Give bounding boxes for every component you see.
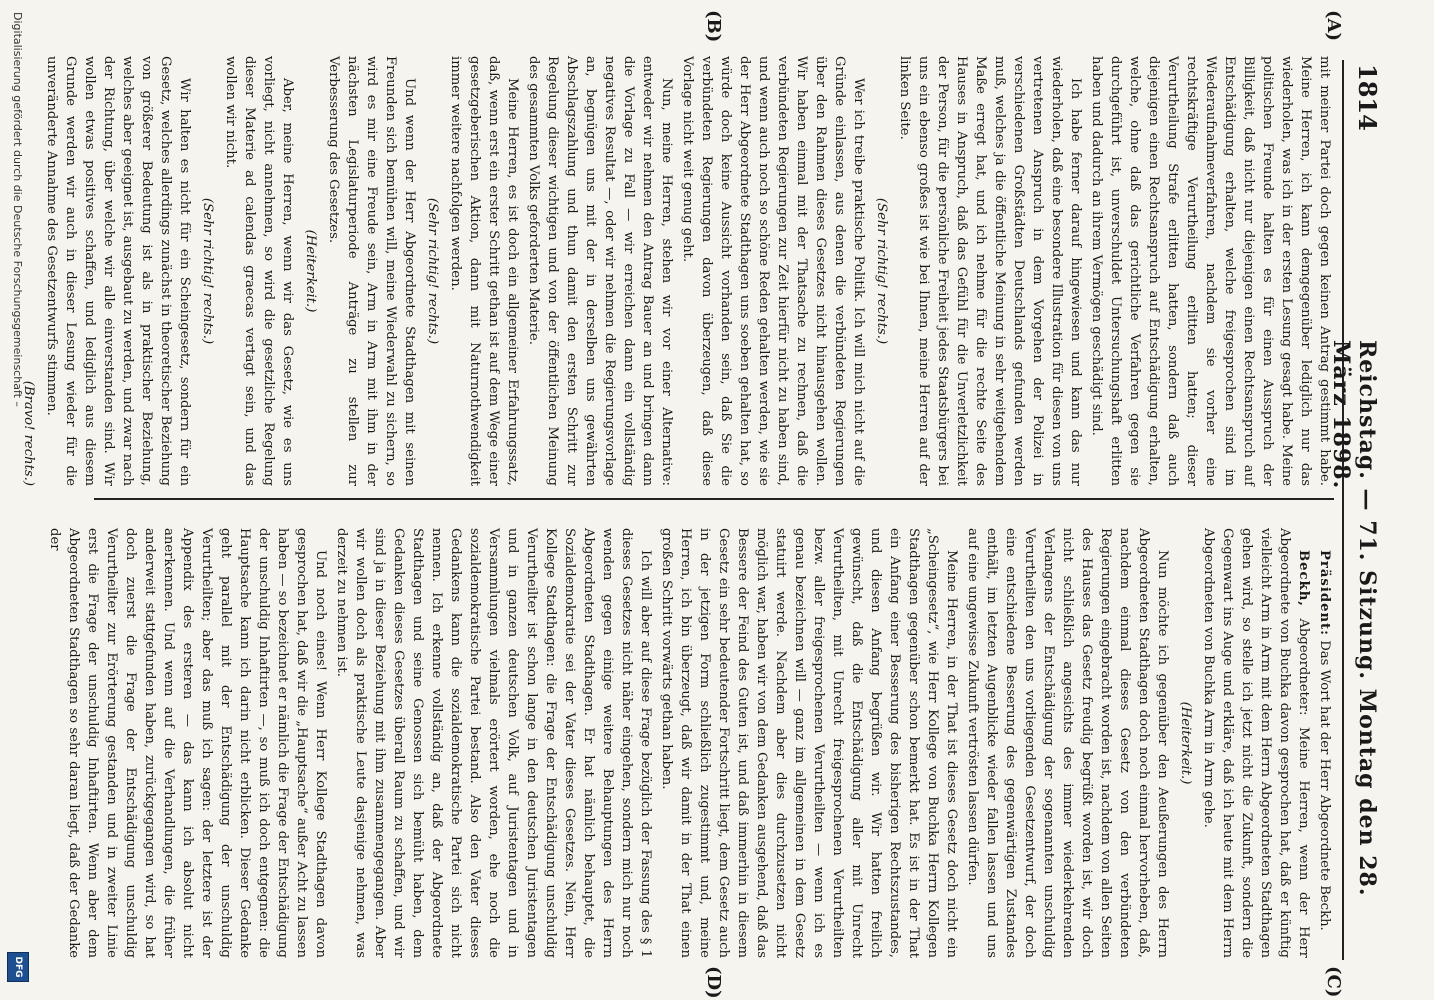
right-text-column — [47, 528, 1334, 958]
paragraph: Und wenn der Herr Abgeordnete Stadthagen mit seinen Freunden sich bemühen will, meine Wiederwahl zu sichern, so wird es mir eine Freude sein, Arm in Arm mit ihm in der nächsten Legislaturperiode Anträge zu stellen zur Verbesserung des Gesetzes. — [326, 56, 417, 486]
footer-credit: Digitalisierung gefördert durch die Deutsche Forschungsgemeinschaft – — [11, 12, 24, 407]
paragraph: mit meiner Partei doch gegen keinen Antrag gestimmt habe. Meine Herren, ich kann demgegenüber lediglich nur das wiederholen, was ich in der ersten Lesung gesagt habe. Meine politischen Freunde halten es für einen Ausspruch der Billigkeit, daß nicht nur diejenigen einen Rechtsanspruch auf Entschädigung erhalten, welche freigesprochen sind im Wiederaufnahmeverfahren, nachdem sie vorher eine rechtskräftige Verurtheilung erlitten hatten; dieser Verurtheilung Strafe erlitten hatten, sondern daß auch diejenigen einen Rechtsanspruch auf Entschädigung erhalten, welche, ohne daß das gerichtliche Verfahren gegen sie durchgeführt ist, unverschuldet Untersuchungshaft erlitten haben und dadurch an ihrem Vermögen geschädigt sind. — [1089, 56, 1332, 486]
margin-marker-c: (C) — [1323, 966, 1344, 998]
interjection: (Sehr richtig! rechts.) — [200, 197, 215, 345]
paragraph: Nun möchte ich gegenüber den Aeußerungen des Herrn Abgeordneten Stadthagen doch noch einmal hervorheben, daß, nachdem einmal dieses Gesetz von den verbündeten Regierungen eingebracht worden ist, nachdem von allen Seiten des Hauses das Gesetz freudig begrüßt worden ist, wir doch nicht schließlich angesichts des immer wiederkehrenden Verlangens der Entschädigung der sogenannten unschuldig Verurtheilten den uns vorliegenden Gesetzentwurf, der doch eine entschiedene Besserung des gegenwärtigen Zustandes enthält, im letzten Augenblicke wieder fallen lassen und uns auf eine ungewisse Zukunft vertrösten lassen dürfen. — [965, 528, 1170, 958]
paragraph: Aber, meine Herren, wenn wir das Gesetz, wie es uns vorliegt, nicht annehmen, so wird die gesetzliche Regelung dieser Materie ad calendas graecas vertagt sein, und das wollen wir nicht. — [223, 56, 295, 486]
speech-intro — [1199, 528, 1313, 958]
margin-marker-b: (B) — [703, 10, 724, 43]
interjection: (Bravo! rechts.) — [21, 380, 36, 486]
speaker-name: Beckh, — [1296, 550, 1311, 607]
paragraph: Meine Herren, es ist doch ein allgemeiner Erfahrungssatz, daß, wenn erst ein erster Schritt gethan ist auf dem Wege einer gesetzgeberischen Aktion, dann mit Naturnothwendigkeit immer weitere nachfolgen werden. — [448, 56, 520, 486]
paragraph: Wer ich treibe praktische Politik. Ich will mich nicht auf die Gründe einlassen, aus denen die verbündeten Regierungen über den Rahmen dieses Gesetzes nicht hinausgehen wollen. Wir haben einmal mit der Thatsache zu rechnen, daß die verbündeten Regierungen zur Zeit hierfür nicht zu haben sind, und wenn auch noch so schöne Reden gehalten werden, wie sie der Herr Abgeordnete Stadthagen uns soeben gehalten hat, so würde doch keine Aussicht vorhanden sein, daß Sie die verbündeten Regierungen davon überzeugen, daß diese Vorlage nicht weit genug geht. — [680, 56, 866, 486]
paragraph: Nun, meine Herren, stehen wir vor einer Alternative: entweder wir nehmen den Antrag Bauer an und bringen dann die Vorlage zu Fall — wir erreichen dann ein vollständig negatives Resultat —, oder wir nehmen die Regierungsvorlage an, begnügen uns mit der in derselben uns gewährten Abschlagszahlung und thun damit den ersten Schritt zur Regelung dieser wichtigen und von der öffentlichen Meinung des gesammten Volks geforderten Materie. — [526, 56, 674, 486]
paragraph: Wir halten es nicht für ein Scheingesetz, sondern für ein Gesetz, welches allerdings zunächst in theoretischer Beziehung von größerer Bedeutung ist als in praktischer Beziehung, welches aber geeignet ist, ausgebaut zu werden, und zwar nach der Richtung, über welche wir alle einverstanden sind. Wir wollen etwas positives schaffen, und lediglich aus diesem Grunde werden wir auch in dieser Lesung wieder für die unveränderte Annahme des Gesetzentwurfs stimmen. — [44, 56, 192, 486]
margin-marker-a: (A) — [1323, 10, 1344, 41]
speech-intro — [1315, 528, 1334, 958]
interjection: (Heiterkeit.) — [1178, 701, 1193, 785]
interjection: (Heiterkeit.) — [303, 229, 318, 313]
paragraph: Meine Herren, in der That ist dieses Gesetz doch nicht ein „Scheingesetz“, wie Herr Kollege von Buchka Herrn Kollegen Stadthagen gegenüber schon bemerkt hat. Es ist in der That ein Anfang einer Besserung des bisherigen Rechtszustandes, und diesen Anfang begrüßen wir. Wir hatten freilich gewünscht, daß die Entschädigung aller mit Unrecht Verurtheilten, mit Unrecht freigesprochenen Verurtheilten bezw. aller freigesprochenen Verurtheilten — wenn ich es genau bezeichnen will — ganz im allgemeinen in dem Gesetz statuirt werde. Nachdem aber dies durchzusetzen nicht möglich war, haben wir von dem Gedanken ausgehend, daß das Bessere der Feind des Guten ist, und daß immerhin in diesem Gesetz ein sehr bedeutender Fortschritt liegt, dem Gesetz auch in der jetzigen Form schließlich zugestimmt und, meine Herren, ich bin überzeugt, daß wir damit in der That einen großen Schritt vorwärts gethan haben. — [659, 528, 959, 958]
paragraph: Ich will aber auf diese Frage bezüglich der Fassung des § 1 dieses Gesetzes nicht näher eingehen, sondern mich nur noch wenden gegen einige weitere Behauptungen des Herrn Abgeordneten Stadthagen. Er hat nämlich behauptet, die Sozialdemokratie sei der Vater dieses Gesetzes. Nein, Herr Kollege Stadthagen: die Frage der Entschädigung unschuldig Verurtheilter ist schon lange in den deutschen Juristentagen und in ganzen deutschen Volk, auf Juristentagen und in Versammlungen vielmals erörtert worden, ehe noch die sozialdemokratische Partei bestand. Also den Vater dieses Gedankens kann die sozialdemokratische Partei sich nicht nennen. Ich erkenne vollständig an, daß der Abgeordnete Stadthagen und seine Genossen sich bemüht haben, dem Gedanken dieses Gesetzes überall Raum zu schaffen, und wir sind ja in dieser Beziehung mit ihm zusammengegangen. Aber wir wollen doch als praktische Leute dasjenige nehmen, was derzeit zu nehmen ist. — [334, 528, 653, 958]
interjection: (Sehr richtig! rechts.) — [874, 197, 889, 345]
paragraph: Und noch eines! Wenn Herr Kollege Stadthagen davon gesprochen hat, daß wir die „Hauptsache“ außer Acht zu lassen haben — so bezeichnet er nämlich die Frage der Entschädigung der unschuldig Inhaftirten —, so muß ich doch entgegnen: die Hauptsache kann ich darin nicht erblicken. Dieser Gedanke geht parallel mit der Entschädigung der unschuldig Verurtheilten; aber das muß ich sagen: der letztere ist der Appendix des ersteren — das kann ich absolut nicht anerkennen. Und wenn auf die Verhandlungen, die früher anderweit stattgefunden haben, zurückgegangen wird, so hat doch zuerst die Frage der Entschädigung unschuldig Verurtheilter zur Erörterung gestanden und in zweiter Linie erst die Frage der unschuldig Inhaftirten. Wenn aber dem Abgeordneten Stadthagen so sehr daran liegt, daß der Gedanke der — [47, 528, 328, 958]
speaker-name: Präsident: — [1317, 550, 1332, 637]
speech-text: Abgeordneter: Meine Herren, wenn der Herr Abgeordnete von Buchka davon gesprochen hat, daß er künftig vielleicht Arm in Arm mit dem Herrn Abgeordneten Stadthagen gehen wird, so stelle ich jetzt nicht die Zukunft, sondern die Gegenwart ins Auge und erkläre, daß ich heute mit dem Herrn Abgeordneten von Buchka Arm in Arm gehe. — [1201, 528, 1311, 958]
margin-marker-d: (D) — [703, 966, 724, 999]
left-text-column — [21, 56, 1334, 486]
interjection: (Sehr richtig! rechts.) — [425, 197, 440, 345]
page-title: Reichstag. — 71. Sitzung. Montag den 28. März 1898. — [1328, 340, 1380, 897]
page-header — [1328, 60, 1384, 960]
speech-text: Das Wort hat der Herr Abgeordnete Beckh. — [1317, 640, 1332, 931]
paragraph: Ich habe ferner darauf hingewiesen und kann das nur wiederholen, daß eine besondere Illustration für diesen von uns vertretenen Anspruch in dem Vorgehen der Polizei in verschiedenen Großstädten Deutschlands gefunden werden muß, welches ja die öffentliche Meinung in sehr weitgehendem Maße erregt hat, und ich nehme für die rechte Seite des Hauses in Anspruch, daß das Gefühl für die Unverletzlichkeit der Person, für die persönliche Freiheit jedes Staatsbürgers bei uns ein ebenso großes ist wie bei Ihnen, meine Herren auf der linken Seite. — [897, 56, 1083, 486]
dfg-logo-icon: DFG — [7, 952, 29, 982]
digitization-footer — [4, 0, 32, 1000]
page-number: 1814 — [1353, 64, 1382, 131]
column-divider — [94, 498, 1334, 500]
